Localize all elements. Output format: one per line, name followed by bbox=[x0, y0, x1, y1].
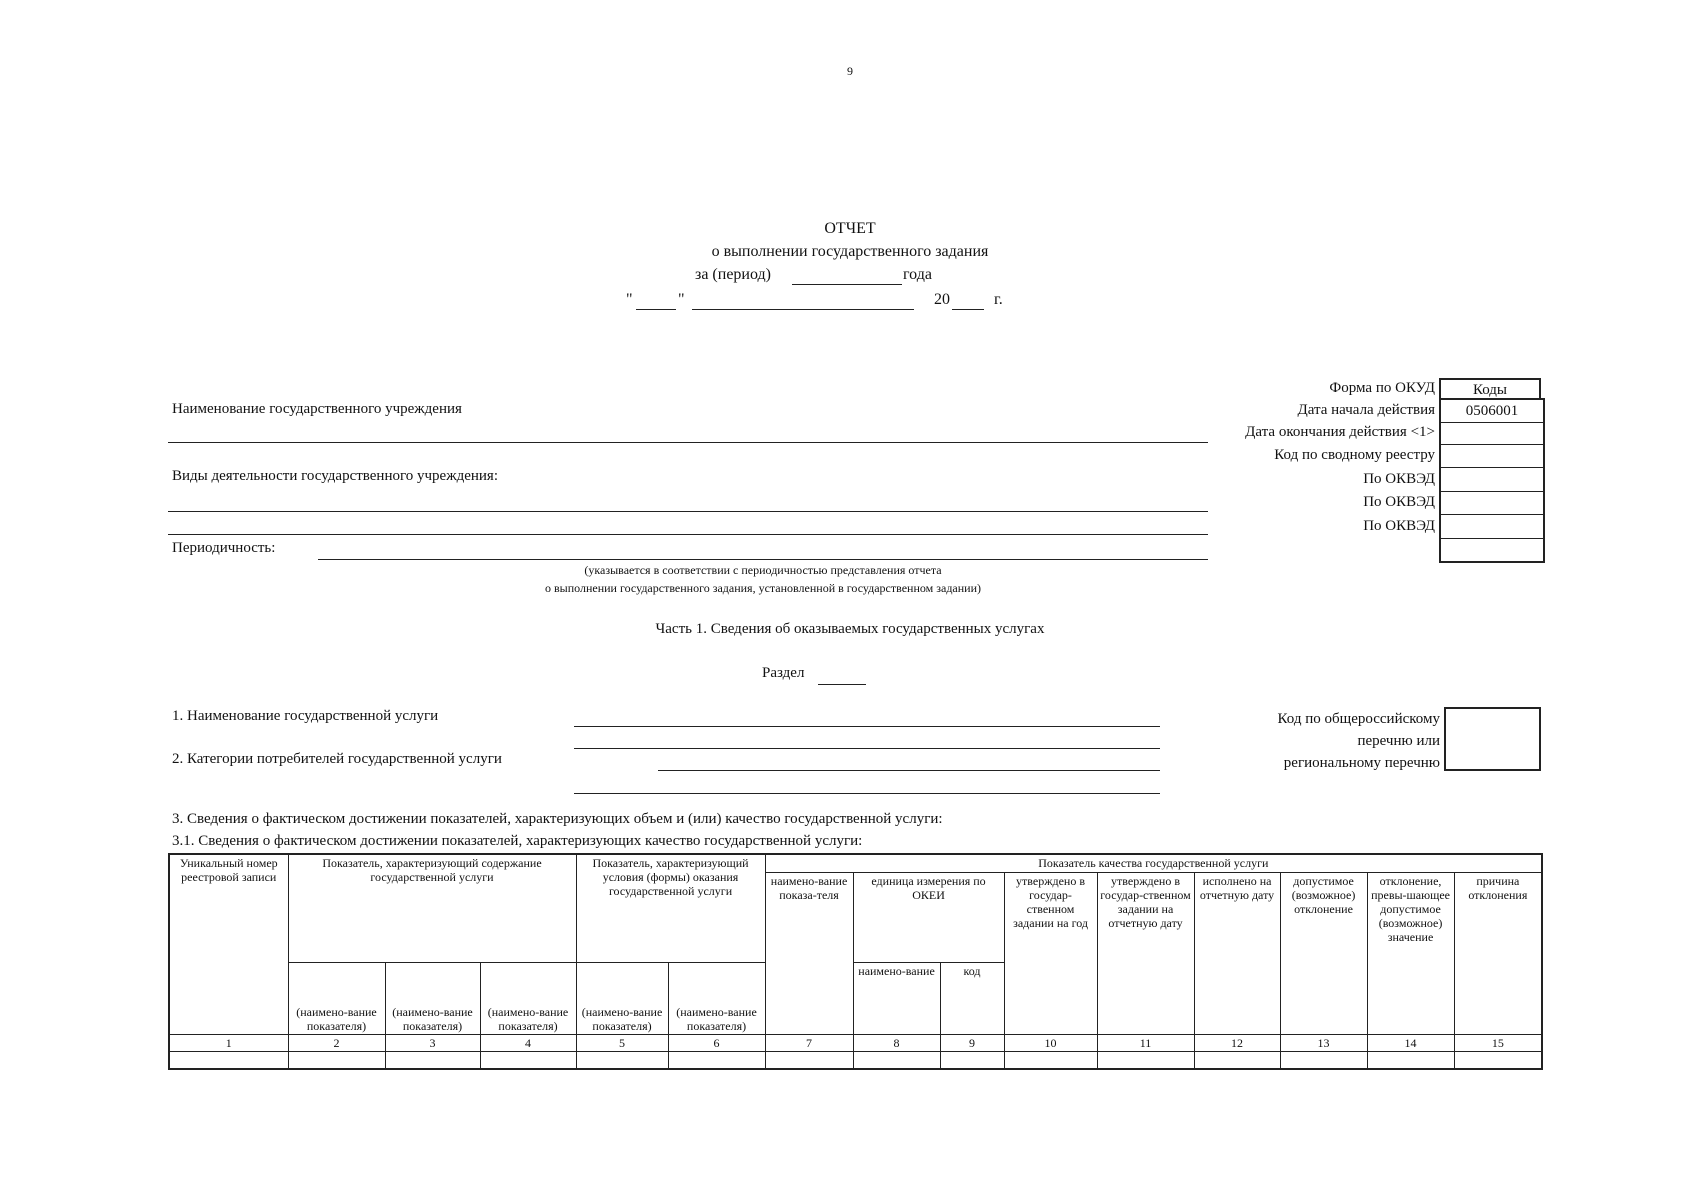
service-name-line-2[interactable] bbox=[574, 748, 1160, 749]
column-number-3: 3 bbox=[385, 1034, 480, 1051]
th-registry: Уникальный номер реестровой записи bbox=[169, 854, 288, 1034]
th-content-indicator-2: (наимено-вание показателя) bbox=[385, 962, 480, 1034]
service-name-label: 1. Наименование государственной услуги bbox=[172, 708, 439, 724]
periodicity-line[interactable] bbox=[318, 559, 1208, 560]
report-title: ОТЧЕТ bbox=[824, 220, 876, 237]
th-conditions-indicator-1: (наимено-вание показателя) bbox=[576, 962, 668, 1034]
column-number-7: 7 bbox=[765, 1034, 853, 1051]
codes-label-okved-1: По ОКВЭД bbox=[1363, 471, 1435, 487]
year-blank[interactable] bbox=[952, 309, 984, 310]
codes-header: Коды bbox=[1439, 378, 1541, 398]
th-unit: единица измерения по ОКЕИ bbox=[853, 872, 1004, 962]
th-indicator-name: наимено-вание показа-теля bbox=[765, 872, 853, 1034]
codes-value-okved-1[interactable] bbox=[1441, 491, 1543, 514]
table-cell[interactable] bbox=[169, 1051, 288, 1069]
table-cell[interactable] bbox=[1097, 1051, 1194, 1069]
activity-types-line-2[interactable] bbox=[168, 534, 1208, 535]
codes-value-end-date[interactable] bbox=[1441, 444, 1543, 467]
consumers-line-1[interactable] bbox=[658, 770, 1160, 771]
activity-types-label: Виды деятельности государственного учреждения: bbox=[172, 468, 498, 484]
column-number-9: 9 bbox=[940, 1034, 1004, 1051]
table-cell[interactable] bbox=[576, 1051, 668, 1069]
periodicity-note-2: о выполнении государственного задания, установленной в государственном задании) bbox=[544, 581, 982, 595]
th-approved-year: утверждено в государ-ственном задании на год bbox=[1004, 872, 1097, 1034]
year-prefix: 20 bbox=[934, 291, 950, 308]
table-cell[interactable] bbox=[288, 1051, 385, 1069]
page-number: 9 bbox=[847, 64, 853, 78]
column-number-1: 1 bbox=[169, 1034, 288, 1051]
th-exceeding: отклонение, превы-шающее допустимое (возможное) значение bbox=[1367, 872, 1454, 1034]
column-number-13: 13 bbox=[1280, 1034, 1367, 1051]
date-quote-close: " bbox=[678, 291, 685, 308]
date-quote-open: " bbox=[626, 291, 633, 308]
th-executed: исполнено на отчетную дату bbox=[1194, 872, 1280, 1034]
period-prefix: за (период) bbox=[695, 266, 771, 283]
period-blank[interactable] bbox=[792, 284, 902, 285]
table-cell[interactable] bbox=[1280, 1051, 1367, 1069]
th-unit-code: код bbox=[940, 962, 1004, 1034]
registry-code-label-2: перечню или bbox=[1357, 733, 1440, 749]
codes-label-okved-3: По ОКВЭД bbox=[1363, 518, 1435, 534]
column-number-8: 8 bbox=[853, 1034, 940, 1051]
institution-name-label: Наименование государственного учреждения bbox=[172, 401, 462, 417]
registry-code-label-3: региональному перечню bbox=[1283, 755, 1440, 771]
column-number-14: 14 bbox=[1367, 1034, 1454, 1051]
section-blank[interactable] bbox=[818, 684, 866, 685]
period-suffix: года bbox=[903, 266, 932, 283]
column-number-15: 15 bbox=[1454, 1034, 1542, 1051]
activity-types-line-1[interactable] bbox=[168, 511, 1208, 512]
table-row bbox=[169, 1051, 1542, 1069]
table-cell[interactable] bbox=[1194, 1051, 1280, 1069]
codes-label-okud: Форма по ОКУД bbox=[1329, 380, 1435, 396]
registry-code-box[interactable] bbox=[1444, 707, 1541, 771]
codes-value-okved-2[interactable] bbox=[1441, 514, 1543, 538]
codes-value-okved-3[interactable] bbox=[1441, 538, 1543, 561]
column-number-6: 6 bbox=[668, 1034, 765, 1051]
table-cell[interactable] bbox=[765, 1051, 853, 1069]
codes-value-start-date[interactable] bbox=[1441, 422, 1543, 444]
codes-value-okud[interactable]: 0506001 bbox=[1465, 403, 1519, 419]
codes-label-start-date: Дата начала действия bbox=[1297, 402, 1435, 418]
table-cell[interactable] bbox=[480, 1051, 576, 1069]
th-allowed: допустимое (возможное) отклонение bbox=[1280, 872, 1367, 1034]
column-number-2: 2 bbox=[288, 1034, 385, 1051]
codes-label-okved-2: По ОКВЭД bbox=[1363, 494, 1435, 510]
codes-value-registry[interactable] bbox=[1441, 467, 1543, 491]
section-label: Раздел bbox=[762, 665, 805, 681]
column-number-11: 11 bbox=[1097, 1034, 1194, 1051]
month-blank[interactable] bbox=[692, 309, 914, 310]
periodicity-note-1: (указывается в соответствии с периодичностью представления отчета bbox=[584, 563, 942, 577]
th-content-indicator-1: (наимено-вание показателя) bbox=[288, 962, 385, 1034]
report-subtitle: о выполнении государственного задания bbox=[711, 243, 989, 260]
institution-name-line[interactable] bbox=[168, 442, 1208, 443]
table-cell[interactable] bbox=[668, 1051, 765, 1069]
item3-heading: 3. Сведения о фактическом достижении показателей, характеризующих объем и (или) качество государственной услуги: bbox=[172, 811, 943, 827]
day-blank[interactable] bbox=[636, 309, 676, 310]
table-cell[interactable] bbox=[1454, 1051, 1542, 1069]
consumers-line-2[interactable] bbox=[574, 793, 1160, 794]
consumers-label: 2. Категории потребителей государственной услуги bbox=[172, 751, 502, 767]
table-cell[interactable] bbox=[853, 1051, 940, 1069]
column-number-row bbox=[169, 1034, 1542, 1051]
th-content: Показатель, характеризующий содержание государственной услуги bbox=[288, 854, 576, 962]
registry-code-label-1: Код по общероссийскому bbox=[1277, 711, 1440, 727]
column-number-5: 5 bbox=[576, 1034, 668, 1051]
th-reason: причина отклонения bbox=[1454, 872, 1542, 1034]
service-name-line-1[interactable] bbox=[574, 726, 1160, 727]
table-cell[interactable] bbox=[385, 1051, 480, 1069]
th-approved-date: утверждено в государ-ственном задании на отчетную дату bbox=[1097, 872, 1194, 1034]
column-number-4: 4 bbox=[480, 1034, 576, 1051]
th-quality: Показатель качества государственной услуги bbox=[765, 854, 1542, 872]
th-conditions-indicator-2: (наимено-вание показателя) bbox=[668, 962, 765, 1034]
periodicity-label: Периодичность: bbox=[172, 540, 276, 556]
codes-label-registry: Код по сводному реестру bbox=[1274, 447, 1435, 463]
codes-label-end-date: Дата окончания действия <1> bbox=[1245, 424, 1435, 440]
th-conditions: Показатель, характеризующий условия (формы) оказания государственной услуги bbox=[576, 854, 765, 962]
year-suffix: г. bbox=[994, 291, 1003, 308]
column-number-10: 10 bbox=[1004, 1034, 1097, 1051]
table-cell[interactable] bbox=[940, 1051, 1004, 1069]
part1-title: Часть 1. Сведения об оказываемых государственных услугах bbox=[655, 621, 1045, 637]
quality-indicators-table bbox=[168, 853, 1543, 1070]
table-cell[interactable] bbox=[1367, 1051, 1454, 1069]
item31-heading: 3.1. Сведения о фактическом достижении показателей, характеризующих качество государственной услуги: bbox=[172, 833, 863, 849]
column-number-12: 12 bbox=[1194, 1034, 1280, 1051]
th-unit-name: наимено-вание bbox=[853, 962, 940, 1034]
table-cell[interactable] bbox=[1004, 1051, 1097, 1069]
th-content-indicator-3: (наимено-вание показателя) bbox=[480, 962, 576, 1034]
